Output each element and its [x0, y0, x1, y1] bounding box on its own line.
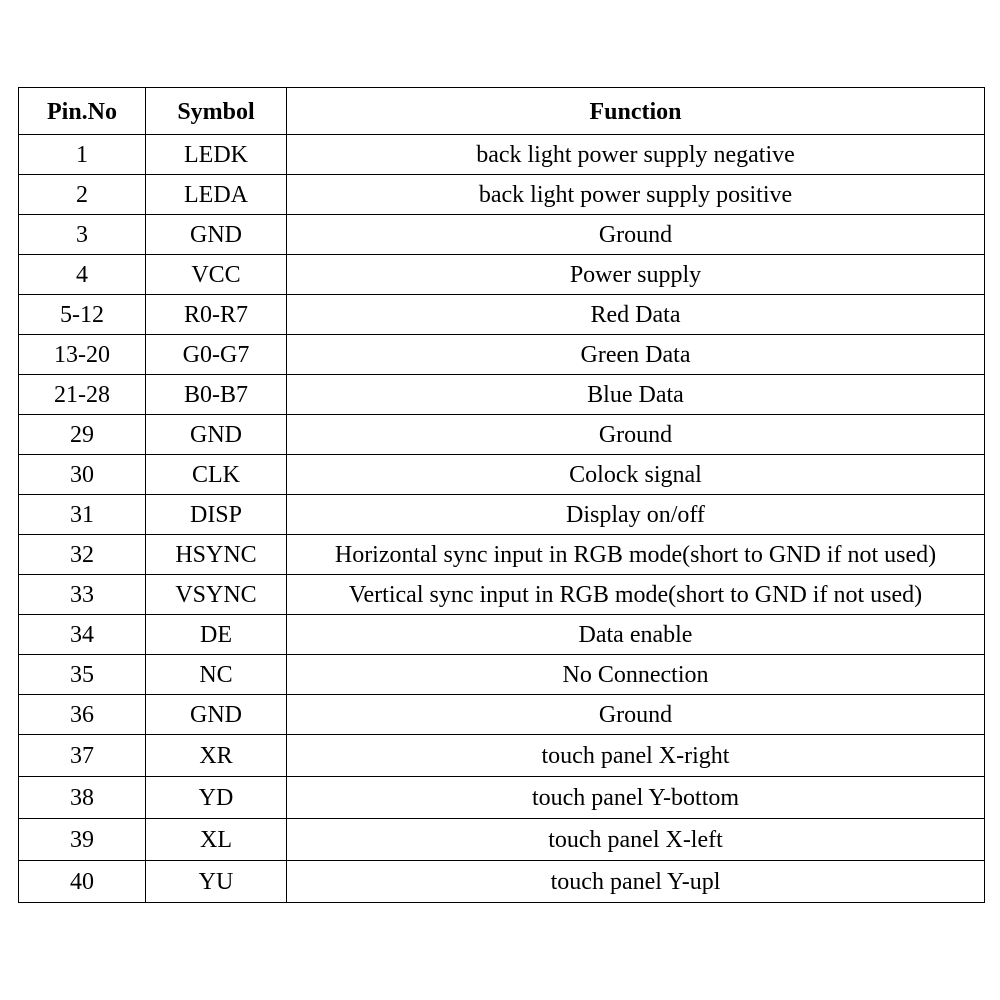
- table-row: [19, 615, 985, 655]
- function-cell: Vertical sync input in RGB mode(short to GND if not used): [287, 575, 985, 615]
- table-row: [19, 575, 985, 615]
- function-cell: touch panel X-left: [287, 819, 985, 861]
- table-row: [19, 777, 985, 819]
- pin-cell: 13-20: [19, 335, 146, 375]
- table-row: [19, 861, 985, 903]
- pin-cell: 3: [19, 215, 146, 255]
- function-cell: Ground: [287, 415, 985, 455]
- function-cell: Power supply: [287, 255, 985, 295]
- table-row: [19, 495, 985, 535]
- pin-cell: 34: [19, 615, 146, 655]
- pin-cell: 1: [19, 135, 146, 175]
- function-cell: Ground: [287, 215, 985, 255]
- pin-cell: 30: [19, 455, 146, 495]
- function-cell: No Connection: [287, 655, 985, 695]
- header-pin-no: Pin.No: [19, 88, 146, 135]
- table-row: [19, 255, 985, 295]
- symbol-cell: GND: [146, 695, 287, 735]
- table-row: [19, 295, 985, 335]
- pin-cell: 36: [19, 695, 146, 735]
- function-cell: Green Data: [287, 335, 985, 375]
- table-row: [19, 819, 985, 861]
- function-cell: Colock signal: [287, 455, 985, 495]
- function-cell: Horizontal sync input in RGB mode(short to GND if not used): [287, 535, 985, 575]
- symbol-cell: YU: [146, 861, 287, 903]
- symbol-cell: HSYNC: [146, 535, 287, 575]
- symbol-cell: GND: [146, 415, 287, 455]
- function-cell: Display on/off: [287, 495, 985, 535]
- symbol-cell: VSYNC: [146, 575, 287, 615]
- pin-cell: 35: [19, 655, 146, 695]
- pin-cell: 37: [19, 735, 146, 777]
- symbol-cell: B0-B7: [146, 375, 287, 415]
- pin-cell: 29: [19, 415, 146, 455]
- pin-definition-table: [18, 87, 985, 903]
- table-row: [19, 375, 985, 415]
- function-cell: Blue Data: [287, 375, 985, 415]
- symbol-cell: R0-R7: [146, 295, 287, 335]
- function-cell: Data enable: [287, 615, 985, 655]
- function-cell: touch panel Y-bottom: [287, 777, 985, 819]
- pin-cell: 21-28: [19, 375, 146, 415]
- header-symbol: Symbol: [146, 88, 287, 135]
- symbol-cell: DISP: [146, 495, 287, 535]
- table-row: [19, 695, 985, 735]
- header-function: Function: [287, 88, 985, 135]
- symbol-cell: LEDK: [146, 135, 287, 175]
- pin-cell: 38: [19, 777, 146, 819]
- table-row: [19, 335, 985, 375]
- symbol-cell: LEDA: [146, 175, 287, 215]
- function-cell: back light power supply negative: [287, 135, 985, 175]
- table-header-row: [19, 88, 985, 135]
- symbol-cell: XR: [146, 735, 287, 777]
- table-row: [19, 655, 985, 695]
- pin-cell: 31: [19, 495, 146, 535]
- symbol-cell: G0-G7: [146, 335, 287, 375]
- symbol-cell: NC: [146, 655, 287, 695]
- pin-cell: 39: [19, 819, 146, 861]
- pin-cell: 2: [19, 175, 146, 215]
- table-row: [19, 455, 985, 495]
- symbol-cell: VCC: [146, 255, 287, 295]
- pin-cell: 4: [19, 255, 146, 295]
- symbol-cell: XL: [146, 819, 287, 861]
- pin-cell: 32: [19, 535, 146, 575]
- function-cell: Ground: [287, 695, 985, 735]
- pin-cell: 40: [19, 861, 146, 903]
- function-cell: back light power supply positive: [287, 175, 985, 215]
- table-row: [19, 535, 985, 575]
- symbol-cell: YD: [146, 777, 287, 819]
- symbol-cell: CLK: [146, 455, 287, 495]
- table-row: [19, 415, 985, 455]
- table-row: [19, 735, 985, 777]
- function-cell: touch panel X-right: [287, 735, 985, 777]
- table-row: [19, 175, 985, 215]
- table-row: [19, 215, 985, 255]
- pin-cell: 33: [19, 575, 146, 615]
- table-row: [19, 135, 985, 175]
- function-cell: touch panel Y-upl: [287, 861, 985, 903]
- function-cell: Red Data: [287, 295, 985, 335]
- symbol-cell: DE: [146, 615, 287, 655]
- symbol-cell: GND: [146, 215, 287, 255]
- pin-cell: 5-12: [19, 295, 146, 335]
